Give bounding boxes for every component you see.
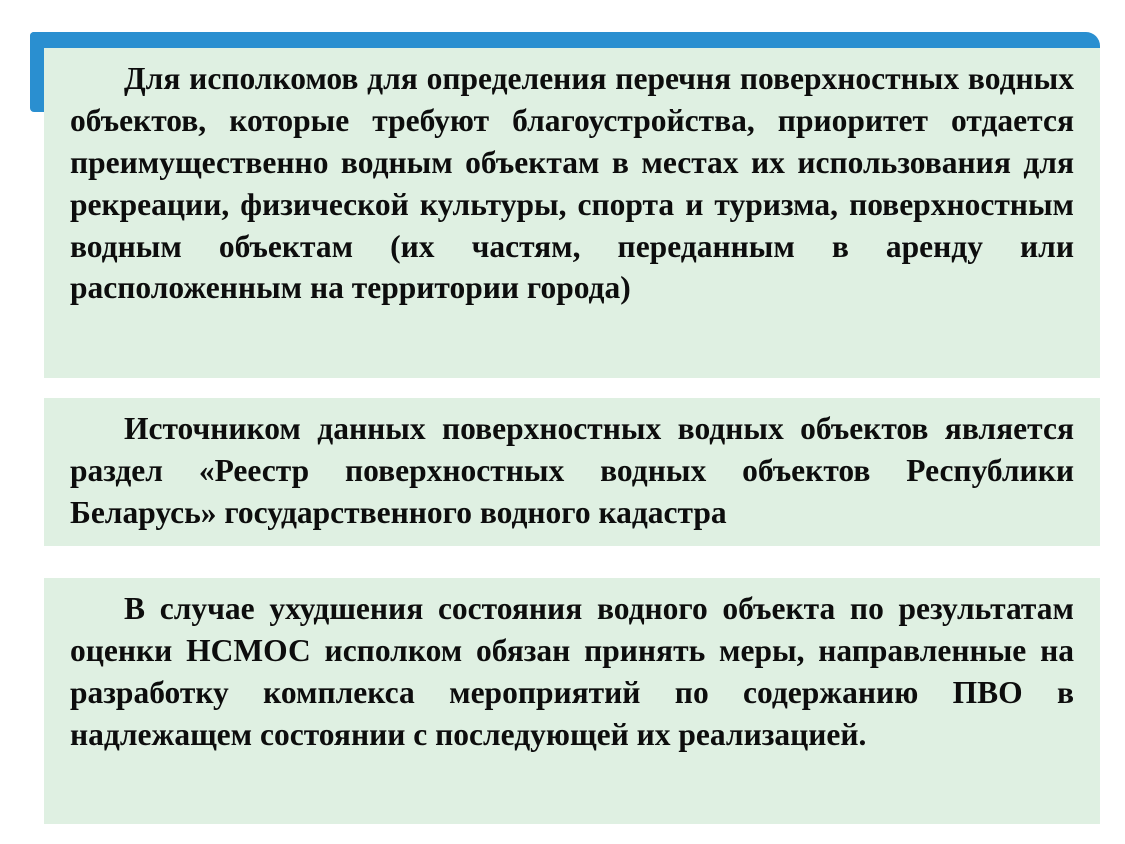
text-block-2-paragraph: Источником данных поверхностных водных объектов является раздел «Реестр поверхностных водных объектов Республики Беларусь» государственного водного кадастра bbox=[70, 411, 1074, 530]
text-block-2 bbox=[44, 398, 1100, 546]
text-block-1-paragraph: Для исполкомов для определения перечня поверхностных водных объектов, которые требуют благоустройства, приоритет отдается преимущественно водным объектам в местах их использования для рекреации, физической культуры, спорта и туризма, поверхностным водным объектам (их частям, переданным в аренду или расположенным на территории города) bbox=[70, 61, 1074, 306]
text-block-1 bbox=[44, 48, 1100, 378]
text-block-3-paragraph: В случае ухудшения состояния водного объекта по результатам оценки НСМОС исполком обязан принять меры, направленные на разработку комплекса мероприятий по содержанию ПВО в надлежащем состоянии с последующей их реализацией. bbox=[70, 591, 1074, 752]
text-block-3 bbox=[44, 578, 1100, 824]
